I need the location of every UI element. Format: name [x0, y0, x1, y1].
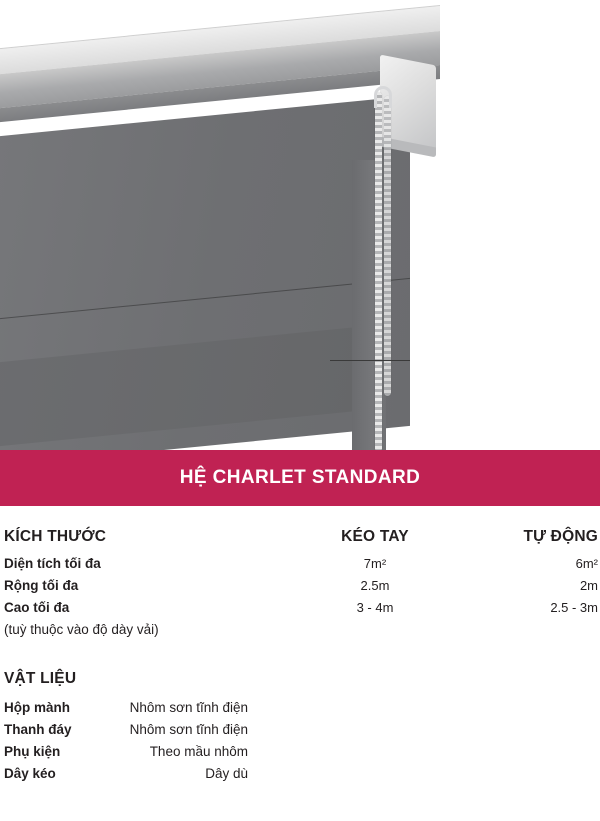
materials-section: [0, 670, 600, 781]
cell-max-area-manual: 7m²: [363, 556, 387, 571]
spacer-cell: [300, 622, 450, 629]
cell-max-width-manual: 2.5m: [360, 578, 390, 593]
material-value-bottom-bar: Nhôm sơn tĩnh điện: [129, 722, 248, 737]
bead-chain-back-strand: [384, 96, 391, 396]
table-row: Diện tích tối đa: [4, 556, 101, 571]
table-row: Cao tối đa: [4, 600, 70, 615]
fabric-seam: [0, 278, 410, 323]
materials-table: [0, 700, 600, 781]
column-header-manual: KÉO TAY: [341, 528, 409, 545]
seam-pointer-line: [330, 360, 410, 361]
bead-chain-loop: [374, 86, 392, 108]
material-label-headbox: Hộp mành: [4, 700, 70, 715]
table-row: Rộng tối đa: [4, 578, 79, 593]
dimensions-table: [0, 528, 600, 644]
bead-chain-front-strand: [375, 92, 382, 450]
cell-max-area-motorized: 6m²: [575, 556, 598, 571]
product-title-band: [0, 450, 600, 506]
specifications-section: [0, 506, 600, 781]
material-label-accessories: Phụ kiện: [4, 744, 61, 759]
materials-heading: VẬT LIỆU: [4, 670, 77, 687]
material-value-pull-cord: Dây dù: [205, 766, 248, 781]
column-header-motorized: TỰ ĐỘNG: [523, 528, 598, 545]
cell-max-width-motorized: 2m: [579, 578, 598, 593]
dimensions-heading: KÍCH THƯỚC: [4, 528, 107, 545]
page-title: HỆ CHARLET STANDARD: [179, 467, 421, 488]
spacer-cell: [450, 622, 600, 629]
material-value-headbox: Nhôm sơn tĩnh điện: [129, 700, 248, 715]
material-value-accessories: Theo mầu nhôm: [149, 744, 248, 759]
material-label-pull-cord: Dây kéo: [4, 766, 56, 781]
dimensions-note: (tuỳ thuộc vào độ dày vải): [4, 622, 159, 637]
cell-max-height-motorized: 2.5 - 3m: [550, 600, 598, 615]
cell-max-height-manual: 3 - 4m: [356, 600, 394, 615]
material-label-bottom-bar: Thanh đáy: [4, 722, 72, 737]
